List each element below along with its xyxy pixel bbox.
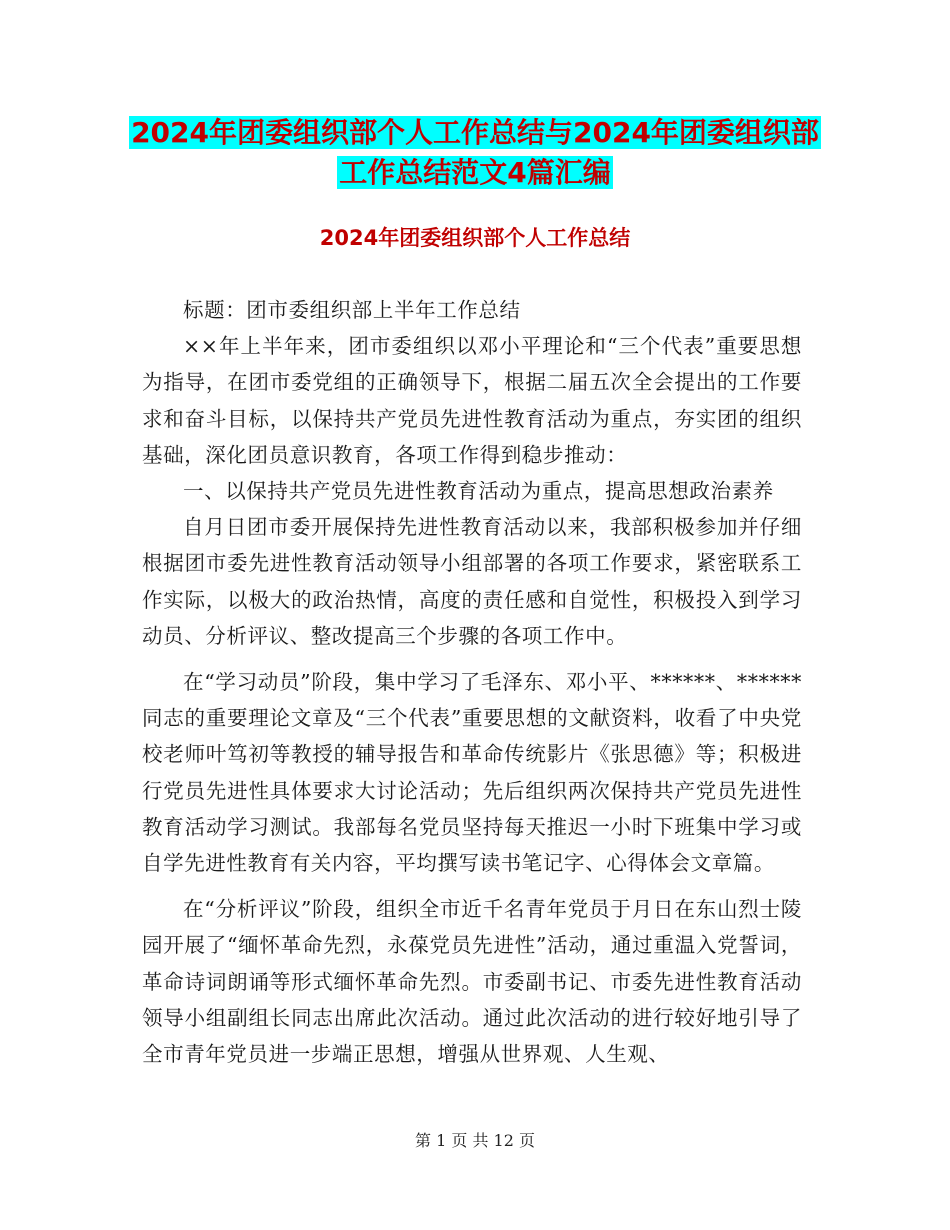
section-title: 2024年团委组织部个人工作总结 xyxy=(319,226,631,250)
document-body xyxy=(142,292,802,1072)
page-number-footer: 第 1 页 共 12 页 xyxy=(415,1131,535,1150)
paragraph-activity: 自月日团市委开展保持先进性教育活动以来，我部积极参加并仔细根据团市委先进性教育活动领导小组部署的各项工作要求，紧密联系工作实际，以极大的政治热情，高度的责任感和自觉性，积极投入到学习动员、分析评议、整改提高三个步骤的各项工作中。 xyxy=(142,515,802,648)
document-title-line1: 2024年团委组织部个人工作总结与2024年团委组织部 xyxy=(131,116,819,149)
paragraph-review-stage: 在“分析评议”阶段，组织全市近千名青年党员于月日在东山烈士陵园开展了“缅怀革命先烈，永葆党员先进性”活动，通过重温入党誓词，革命诗词朗诵等形式缅怀革命先烈。市委副书记、市委先进性教育活动领导小组副组长同志出席此次活动。通过此次活动的进行较好地引导了全市青年党员进一步端正思想，增强从世界观、人生观、 xyxy=(142,897,802,1067)
paragraph-study-stage: 在“学习动员”阶段，集中学习了毛泽东、邓小平、******、******同志的重要理论文章及“三个代表”重要思想的文献资料，收看了中央党校老师叶笃初等教授的辅导报告和革命传统影片《张思德》等；积极进行党员先进性具体要求大讨论活动；先后组织两次保持共产党员先进性教育活动学习测试。我部每名党员坚持每天推迟一小时下班集中学习或自学先进性教育有关内容，平均撰写读书笔记字、心得体会文章篇。 xyxy=(142,670,802,876)
paragraph-section-heading: 一、以保持共产党员先进性教育活动为重点，提高思想政治素养 xyxy=(183,479,774,504)
paragraph-intro: ××年上半年来，团市委组织以邓小平理论和“三个代表”重要思想为指导，在团市委党组的正确领导下，根据二届五次全会提出的工作要求和奋斗目标，以保持共产党员先进性教育活动为重点，夯实团的组织基础，深化团员意识教育，各项工作得到稳步推动： xyxy=(142,334,802,467)
document-title-line2: 工作总结范文4篇汇编 xyxy=(339,156,611,189)
paragraph-heading-label: 标题：团市委组织部上半年工作总结 xyxy=(183,298,521,322)
